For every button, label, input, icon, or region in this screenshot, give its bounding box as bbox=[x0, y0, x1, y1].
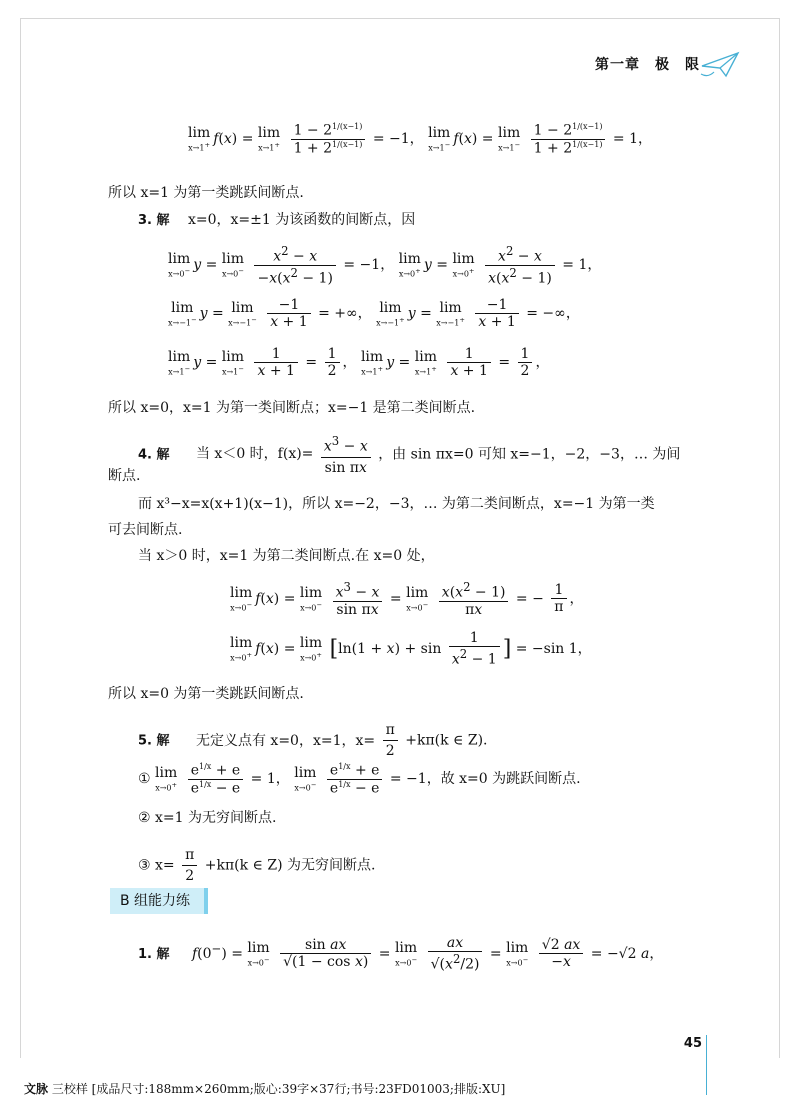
page-border-right bbox=[779, 18, 780, 1058]
problem-4-text-d: 而 x³−x=x(x+1)(x−1)，所以 x=−2，−3，… 为第二类间断点，x=−1 为第一类 bbox=[138, 496, 655, 512]
page-number: 45 bbox=[683, 1036, 702, 1051]
problem-5-case3-b: +kπ(k ∈ Z) 为无穷间断点. bbox=[204, 857, 376, 874]
problem-b1-number: 1. 解 bbox=[138, 946, 170, 962]
equation-p4-row1: lim x→0− f(x) = lim x→0− $\frac{x^3 - x}{\text{sin πx}}$ = lim x→0− $\frac{x(x^2 - 1)}{\pi x}$ = − $\frac{1}{\pi}$ ， bbox=[230, 580, 584, 618]
equation-p3-row2: lim x→−1− y = lim x→−1− $\frac{-1}{x + 1}$ = +∞， lim x→−1+ y = lim x→−1+ $\frac{-1}{x + 1}$ = −∞， bbox=[168, 297, 580, 330]
problem-5-case3-fraction: $\frac{\pi}{2}$ bbox=[182, 845, 197, 886]
problem-3-number: 3. 解 bbox=[138, 213, 170, 228]
problem-4-text-f: 当 x＞0 时，x=1 为第二类间断点.在 x=0 处， bbox=[138, 548, 435, 564]
page-border-left bbox=[20, 18, 21, 1058]
problem-4-text-a: 当 x＜0 时，f(x)= bbox=[195, 446, 314, 463]
equation-limit-x1: lim x→1+ f(x) = lim x→1+ $\frac{1 - 2^{1/(x-1)}}{1 + 2^{1/(x-1)}}$ = −1， lim x→1− f(x) = lim x→1− $\frac{1 - 2^{1/(x-1)}}{1 + 2^{1/(x-1)}}$ = 1， bbox=[188, 122, 653, 157]
problem-3-conclusion: 所以 x=0，x=1 为第一类间断点；x=−1 是第二类间断点. bbox=[108, 400, 476, 416]
footer-info: 三校样 [成品尺寸:188mm×260mm;版心:39字×37行;书号:23FD01003;排版:XU] bbox=[51, 1082, 506, 1096]
problem-5-number: 5. 解 bbox=[138, 733, 170, 749]
problem-5-case3 bbox=[138, 845, 375, 886]
problem-5-pi-fraction: $\frac{\pi}{2}$ bbox=[383, 720, 398, 761]
section-tag-b-group: B 组能力练 bbox=[110, 888, 208, 914]
problem-5-text-b: +kπ(k ∈ Z). bbox=[405, 732, 488, 749]
problem-4-line1 bbox=[138, 431, 680, 478]
problem-3-header bbox=[138, 210, 415, 231]
problem-5-case1-tail: ，故 x=0 为跳跃间断点. bbox=[426, 771, 581, 788]
page-border-top bbox=[20, 18, 780, 19]
problem-5-case3-a: ③ x= bbox=[138, 857, 175, 874]
conclusion-line-1: 所以 x=1 为第一类跳跃间断点. bbox=[108, 185, 304, 201]
chapter-header: 第一章 极 限 bbox=[595, 57, 700, 73]
equation-p4-row2: lim x→0+ f(x) = lim x→0+ [ln(1 + x) + sin $\frac{1}{x^2 - 1}$ ] = −sin 1， bbox=[230, 630, 592, 668]
problem-b1-equation: 1. 解 f(0−) = lim x→0− $\frac{\text{sin ax}}{\text{√(1 − cos x)}}$ = lim x→0− $\frac{ax}{√(x^2/2)}$ = lim x→0− $\frac{√2 ax}{-x}$ = −√2 a， bbox=[138, 935, 664, 973]
problem-4-text-c: 断点. bbox=[108, 468, 141, 484]
problem-5-case2: ② x=1 为无穷间断点. bbox=[138, 810, 277, 826]
equation-p3-row3: lim x→1− y = lim x→1− $\frac{1}{x + 1}$ = $\frac{1}{2}$ ， lim x→1+ y = lim x→1+ $\frac{1}{x + 1}$ = $\frac{1}{2}$ ， bbox=[168, 346, 550, 379]
problem-5-case1: ① lim x→0+ $\frac{e^{1/x} + e}{e^{1/x} - e}$ = 1， lim x→0− $\frac{e^{1/x} + e}{e^{1/x} - e}$ = −1，故 x=0 为跳跃间断点. bbox=[138, 762, 581, 797]
problem-3-text: x=0，x=±1 为该函数的间断点，因 bbox=[187, 212, 416, 228]
page-edge-line bbox=[706, 1035, 707, 1095]
equation-p3-row1: lim x→0− y = lim x→0− $\frac{x^2 - x}{-x(x^2 - 1)}$ = −1， lim x→0+ y = lim x→0+ $\frac{x^2 - x}{x(x^2 - 1)}$ = 1， bbox=[168, 244, 602, 287]
paper-plane-icon bbox=[700, 50, 742, 80]
problem-4-conclusion: 所以 x=0 为第一类跳跃间断点. bbox=[108, 686, 304, 702]
problem-4-text-e: 可去间断点. bbox=[108, 522, 183, 538]
problem-5-line1 bbox=[138, 720, 488, 761]
problem-4-fraction: $\frac{x^3 - x}{\text{sin πx}}$ bbox=[321, 431, 371, 478]
footer bbox=[24, 1080, 505, 1097]
problem-5-text: 无定义点有 x=0，x=1，x= bbox=[195, 732, 376, 749]
footer-brand: 文脉 bbox=[24, 1082, 49, 1096]
problem-4-number: 4. 解 bbox=[138, 447, 170, 463]
problem-4-text-b: ，由 sin πx=0 可知 x=−1，−2，−3，… 为间 bbox=[378, 446, 681, 463]
